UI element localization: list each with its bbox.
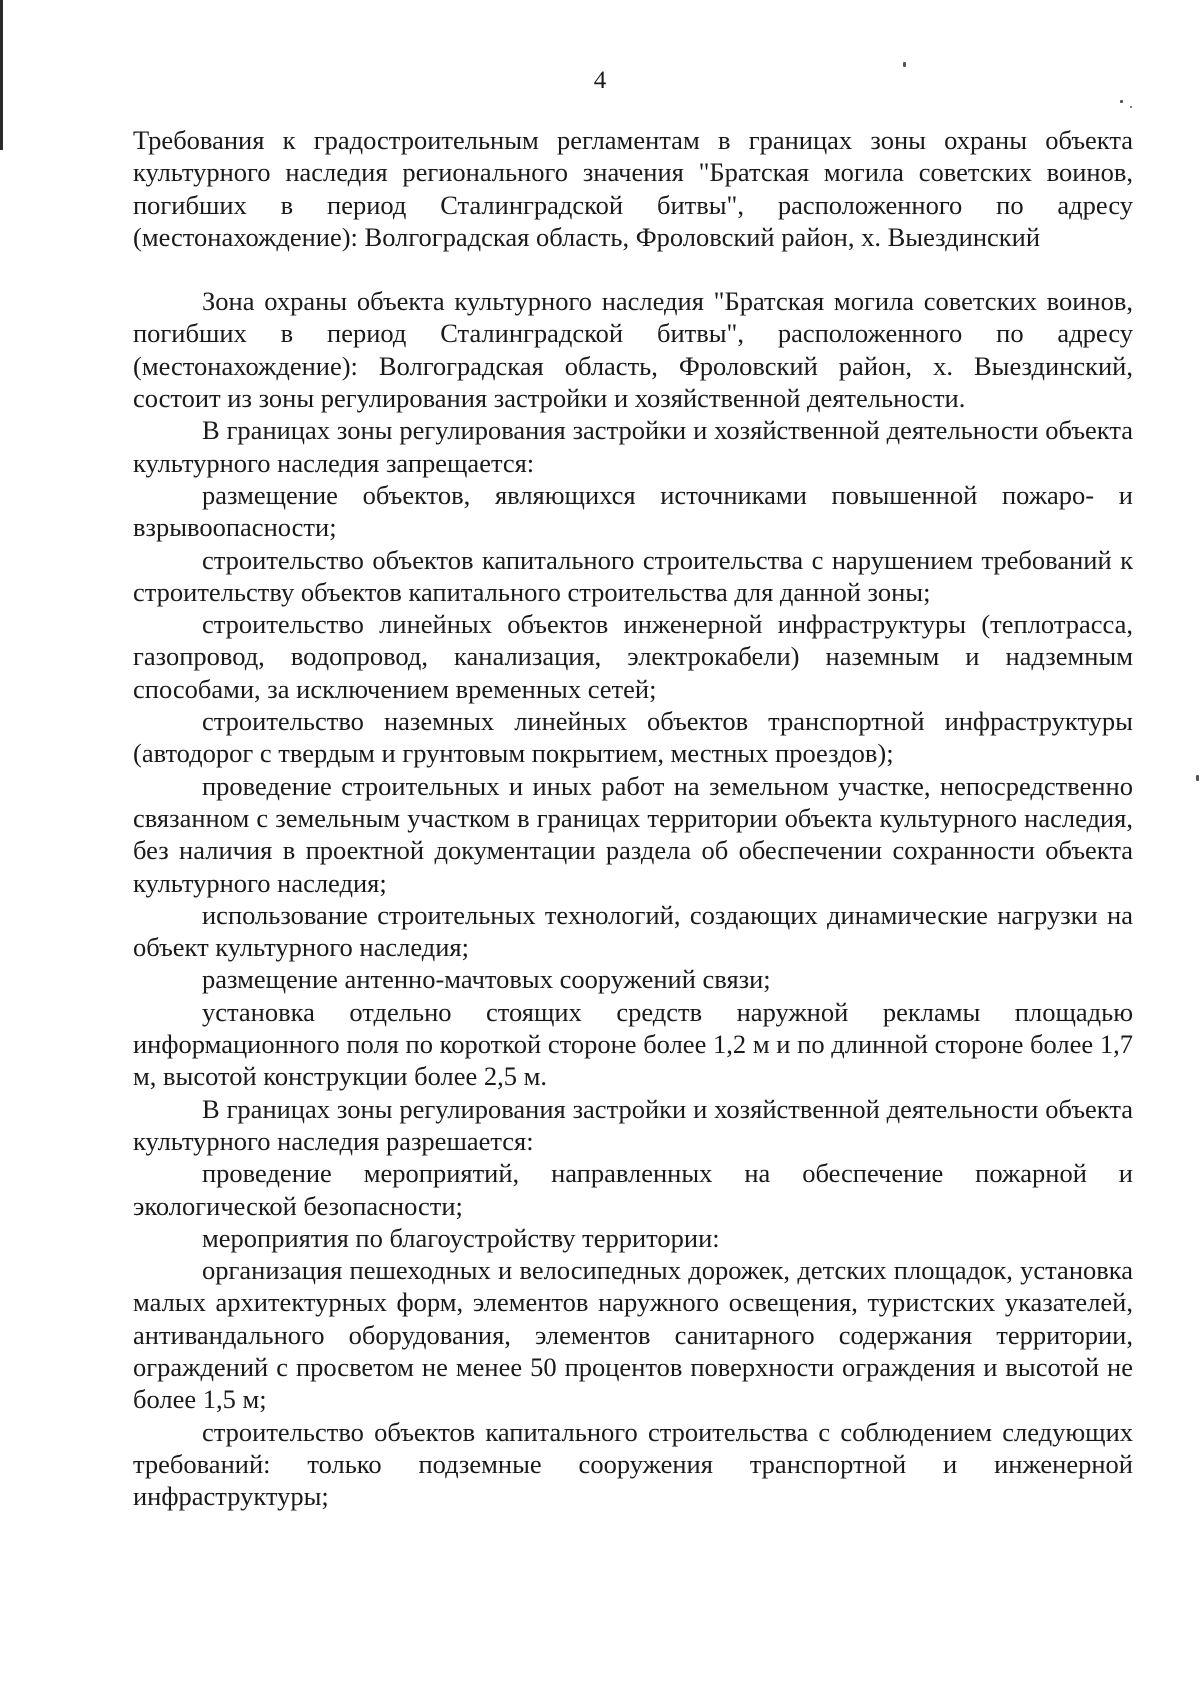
document-body — [133, 124, 1133, 1512]
paragraph: В границах зоны регулирования застройки и хозяйственной деятельности объекта культурного наследия запрещается: — [133, 415, 1133, 478]
list-item: размещение антенно-мачтовых сооружений связи; — [202, 964, 771, 995]
list-item: мероприятия по благоустройству территории: — [202, 1222, 720, 1253]
list-item: строительство наземных линейных объектов транспортной инфраструктуры (автодорог с твердым и грунтовым покрытием, местных проездов); — [133, 706, 1133, 769]
list-item: установка отдельно стоящих средств наружной рекламы площадью информационного поля по короткой стороне более 1,2 м и по длинной стороне более 1,7 м, высотой конструкции более 2,5 м. — [133, 996, 1133, 1092]
list-item: использование строительных технологий, создающих динамические нагрузки на объект культурного наследия; — [133, 899, 1133, 963]
paragraph: В границах зоны регулирования застройки и хозяйственной деятельности объекта культурного наследия разрешается: — [133, 1093, 1133, 1156]
paragraph: Зона охраны объекта культурного наследия "Братская могила советских воинов, погибших в период Сталинградской битвы", расположенного по адресу (местонахождение): Волгоградская область, Фроловский район, х. Выездинский, состоит из зоны регулирования застройки и хозяйственной деятельности. — [133, 286, 1133, 414]
scan-speck — [1130, 106, 1132, 108]
list-item: строительство линейных объектов инженерной инфраструктуры (теплотрасса, газопровод, водопровод, канализация, электрокабели) наземным и надземным способами, за исключением временных сетей; — [133, 609, 1133, 704]
list-item: организация пешеходных и велосипедных дорожек, детских площадок, установка малых архитектурных форм, элементов наружного освещения, туристских указателей, антивандального оборудования, элементов санитарного содержания территории, ограждений с просветом не менее 50 процентов поверхности ограждения и высотой не более 1,5 м; — [133, 1255, 1133, 1415]
list-item: строительство объектов капитального строительства с соблюдением следующих требований: только подземные сооружения транспортной и инженерной инфраструктуры; — [133, 1416, 1133, 1512]
scan-speck — [1196, 775, 1199, 781]
scan-speck — [1120, 100, 1123, 103]
list-item: проведение строительных и иных работ на земельном участке, непосредственно связанном с земельным участком в границах территории объекта культурного наследия, без наличия в проектной документации раздела об обеспечении сохранности объекта культурного наследия; — [133, 770, 1133, 898]
page-number: 4 — [593, 67, 607, 94]
list-item: размещение объектов, являющихся источниками повышенной пожаро- и взрывоопасности; — [133, 479, 1133, 543]
list-item: строительство объектов капитального строительства с нарушением требований к строительству объектов капитального строительства для данной зоны; — [133, 544, 1133, 607]
list-item: проведение мероприятий, направленных на обеспечение пожарной и экологической безопасности; — [133, 1158, 1133, 1221]
document-text — [133, 285, 1133, 1512]
document-title: Требования к градостроительным регламентам в границах зоны охраны объекта культурного наследия регионального значения "Братская могила советских воинов, погибших в период Сталинградской битвы", расположенного по адресу (местонахождение): Волгоградская область, Фроловский район, х. Выездинский — [133, 125, 1133, 252]
